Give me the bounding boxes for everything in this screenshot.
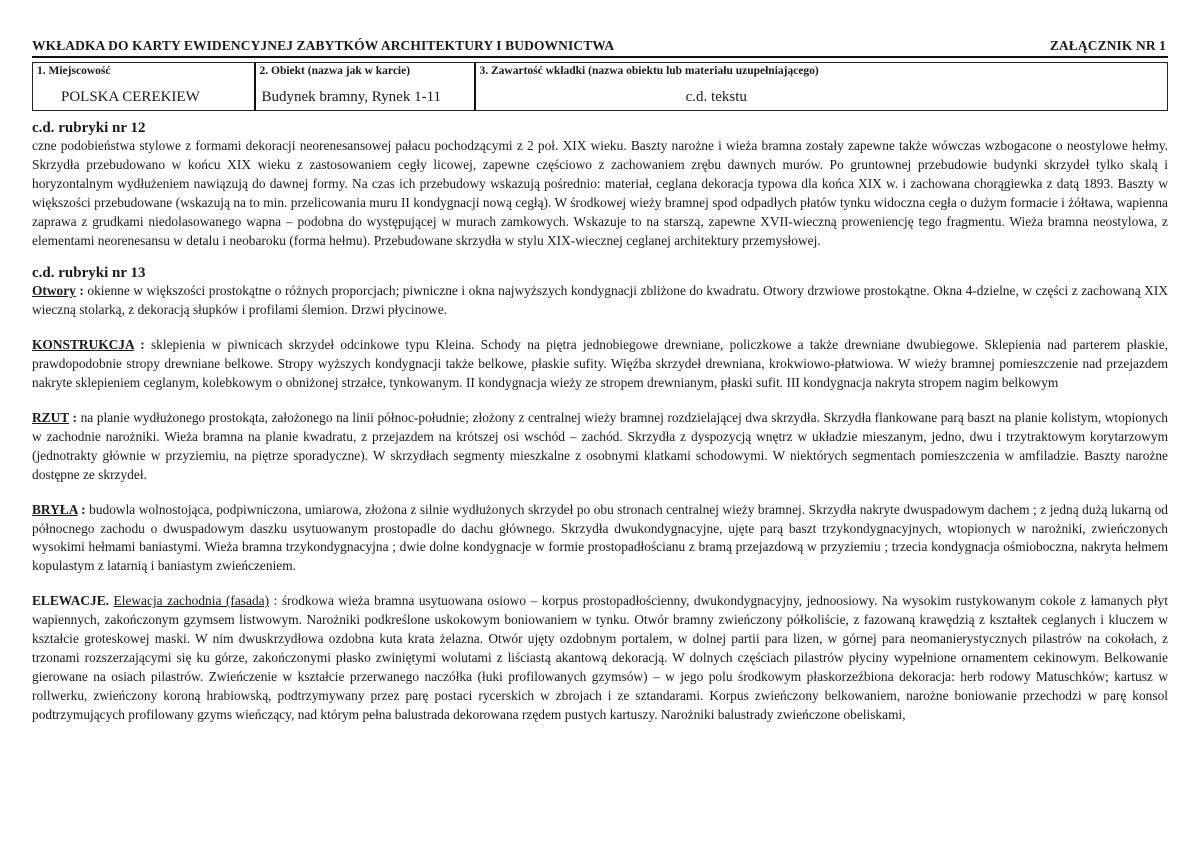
section-13-heading: c.d. rubryki nr 13 [32,265,146,282]
elewacje-text: środkowa wieża bramna usytuowana osiowo – korpus prostopadłościenny, dwukondygnacyjny, jednoosiowy. Na wysokim rustykowanym cokole z łamanych płyt wapiennych, zakończonym gzymsem listwowym. Narożniki podkreślone uskokowym boniowaniem w tynku. Otwór bramny zwieńczony półkoliście, z fazowaną krawędzią z kształtek ceglanych i kluczem w kształcie groteskowej maski. W nim dwuskrzydłowa ozdobna kuta krata żelazna. Otwór ujęty ozdobnym portalem, w dolnej partii para lizen, w górnej para neomanierystycznych pilastrów na cokołach, z trzonami rozszerzającymi się ku górze, zakończonymi płasko zwiniętymi wolutami z liściastą akantową dekoracją. W dolnych częściach pilastrów płyciny wypełnione ornamentem cekinowym. Belkowanie gierowane na osiach pilastrów. Zwieńczenie w kształcie przerwanego naczółka (łuki profilowanych gzymsów) – w jego polu środkowym płaskorzeźbiona dekoracja: herb rodowy Matuschków; kartusz w rollwerku, zwieńczony koroną hrabiowską, podtrzymywany przez parę postaci rycerskich w zbrojach i ze sztandarami. Korpus zwieńczony belkowaniem, narożne boniowanie przechodzi w parę konsol podtrzymujących profilowany gzyms wieńczący, nad którym pełna balustrada dekorowana rzędem pustych kartuszy. Narożniki balustrady zwieńczone obeliskami, [32,593,1168,722]
field-locality-value: POLSKA CEREKIEW [61,89,200,105]
rzut-separator: : [68,409,81,425]
header-divider [32,56,1168,58]
otwory-label: Otwory [32,283,76,299]
elewacje-label: ELEWACJE. [32,593,110,609]
annex-number: ZAŁĄCZNIK NR 1 [1049,38,1166,53]
document-header [32,38,1168,58]
field-object-value: Budynek bramny, Rynek 1-11 [261,89,442,105]
bryla-separator: : [77,501,90,517]
konstrukcja-separator: : [133,337,151,353]
document-title: WKŁADKA DO KARTY EWIDENCYJNEJ ZABYTKÓW ARCHITEKTURY I BUDOWNICTWA [32,38,615,53]
spacer [32,320,1168,336]
field-locality-label: 1. Miejscowość [37,65,111,77]
konstrukcja-text: sklepienia w piwnicach skrzydeł odcinkowe typu Kleina. Schody na piętra jednobiegowe drewniane, policzkowe a także drewniane dwubiegowe. Sklepienia nad parterem płaskie, prawdopodobnie stropy drewniane belkowe. Stropy wyższych kondygnacji także belkowe, płaskie sufity. Więźba skrzydeł drewniana, krokwiowo-płatwiowa. W wieży bramnej pomieszczenie nad przejazdem nakryte sklepieniem ceglanym, kolebkowym o obniżonej strzałce, tynkowanym. II kondygnacja wieży ze stropem drewnianym, płaski sufit. III kondygnacja nakryta stropem nagim belkowym [32,337,1169,391]
paragraph-rzut [32,409,1168,485]
field-insert-content-label: 3. Zawartość wkładki (nazwa obiektu lub materiału uzupełniającego) [479,65,819,77]
section-12-heading: c.d. rubryki nr 12 [32,120,146,136]
field-insert-content-value: c.d. tekstu [685,89,747,105]
bryla-text: budowla wolnostojąca, podpiwniczona, umiarowa, złożona z silnie wydłużonych skrzydeł po obu stronach centralnej wieży bramnej. Skrzydła nakryte dwuspadowym dachem ; z jedną dużą lukarną od północnego zachodu o dwuspadowym daszku usytuowanym prostopadle do dachu głównego. Skrzydła dwukondygnacyjne, ujęte parą baszt trzykondygnacyjnych, wtopionych w narożniki, zwieńczonych wysokimi hełmami baniastymi. Wieża bramna trzykondygnacyjna ; dwie dolne kondygnacje w formie prostopadłościanu z bramą przejazdową w przyziemiu ; trzecia kondygnacja ośmioboczna, nakryta hełmem kopulastym z latarnią i baniastym zwieńczeniem. [32,501,1168,574]
elewacje-separator: : [269,593,282,609]
paragraph-konstrukcja [32,336,1168,393]
konstrukcja-label: KONSTRUKCJA [32,337,134,353]
spacer [32,576,1168,592]
paragraph-otwory [32,282,1168,320]
rzut-label: RZUT [32,409,69,425]
otwory-separator: : [75,283,88,299]
paragraph-bryla [32,501,1168,577]
spacer [32,393,1168,409]
document-body [32,119,1168,725]
spacer [32,485,1168,501]
bryla-label: BRYŁA [32,501,78,517]
field-locality [33,63,255,111]
field-object-label: 2. Obiekt (nazwa jak w karcie) [259,65,411,77]
otwory-text: okienne w większości prostokątne o różnych proporcjach; piwniczne i okna najwyższych kondygnacji zbliżone do kwadratu. Otwory drzwiowe prostokątne. Okna 4-dzielne, w części z zachowaną XIX wieczną stolarką, z dekoracją słupków i profilami ślemion. Drzwi płycinowe. [32,283,1168,318]
field-object [255,63,475,111]
rzut-text: na planie wydłużonego prostokąta, założonego na linii północ-południe; złożony z centralnej wieży bramnej rozdzielającej dwa skrzydła. Skrzydła flankowane parą baszt na planie kolistym, wtopionych w zachodnie narożniki. Wieża bramna na planie kwadratu, z przejazdem na krótszej osi wschód – zachód. Skrzydła z dyspozycją wnętrz w układzie mieszanym, jedno, dwu i trzytraktowym korytarzowym (jednotrakty głównie w przyziemiu, na piętrze sporadyczne). W skrzydłach segmenty mieszkalne z osobnymi klatkami schodowymi. W niektórych segmentach pomieszczenia w amfiladzie. Baszty narożne dostępne ze skrzydeł. [32,409,1168,482]
metadata-table [32,62,1168,111]
spacer [32,250,1168,264]
paragraph-elewacje [32,592,1168,724]
section-12-text: czne podobieństwa stylowe z formami dekoracji neorenesansowej pałacu pochodzącymi z 2 poł. XIX wieku. Baszty narożne i wieża bramna zostały zapewne także wówczas wzbogacone o neostylowe hełmy. Skrzydła przebudowano w końcu XIX wieku z zastosowaniem cegły licowej, zapewne częściowo z zachowaniem zrębu dawnych murów. Po gruntownej przebudowie budynki skrzydeł tylko skalą i horyzontalnym wydłużeniem nawiązują do dawnej formy. Na czas ich przebudowy wskazują pośrednio: materiał, ceglana dekoracja typowa dla końca XIX w. i zachowana chorągiewka z datą 1893. Baszty w większości przebudowane (wskazują na to min. przelicowania muru II kondygnacji nową cegłą). W środkowej wieży bramnej spod odpadłych płatów tynku widoczna cegła o dużym formacie i żółtawa, wapienna zaprawa z grudkami niedolasowanego wapna – podobna do występującej w murach zamkowych. Wskazuje to na starszą, zapewne XVII-wieczną proweniencję tego fragmentu. Wieża bramna neostylowa, z elementami neorenesansu w detalu i neobaroku (forma hełmu). Przebudowane skrzydła w stylu XIX-wiecznej ceglanej architektury przemysłowej. [32,138,1168,248]
elewacje-subheading: Elewacja zachodnia (fasada) [113,593,270,609]
field-insert-content [475,63,1168,111]
